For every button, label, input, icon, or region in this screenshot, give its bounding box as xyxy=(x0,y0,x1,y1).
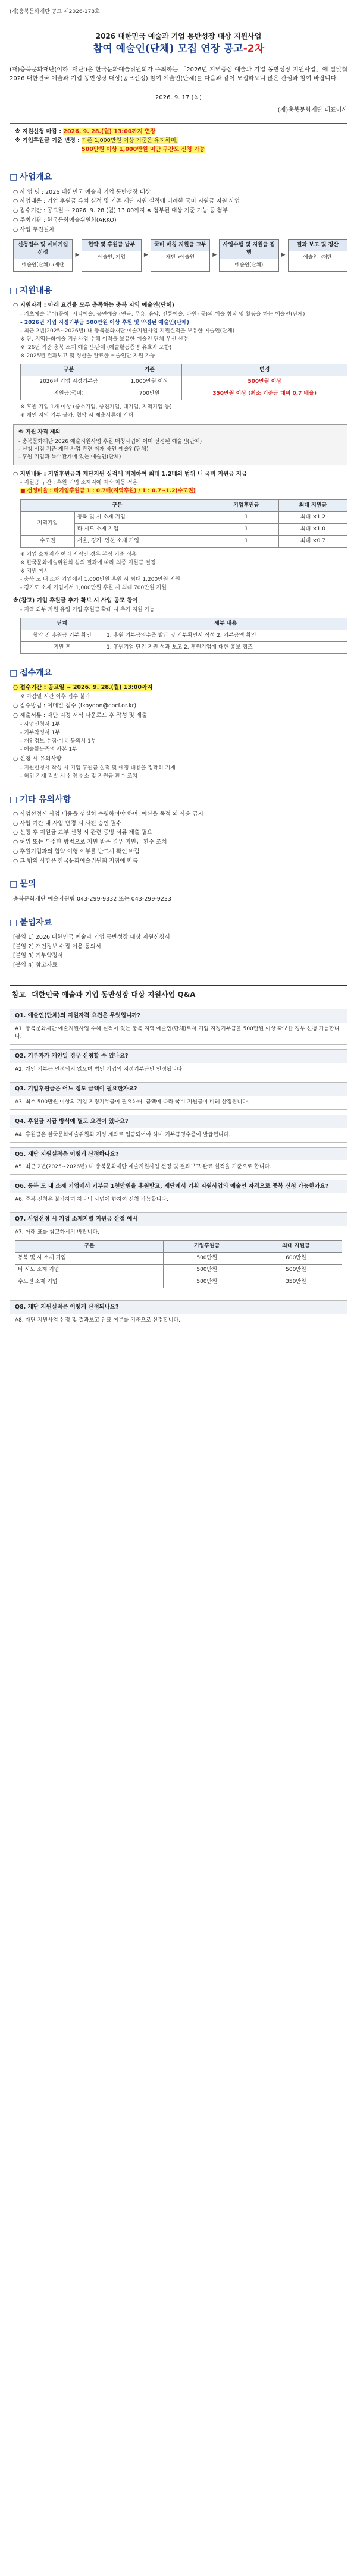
flow-step: 국비 매칭 지원금 교부 재단→예술인 xyxy=(151,239,210,272)
qa-answer: A7. 아래 표를 참고하시기 바랍니다. 구분 기업후원금 최대 지원금 동북 및 시 소재 기업 500만원 600만원 타 시도 소재 기업 500만원 500만원 수도권 소재 기업 500만원 350만원 xyxy=(10,1226,347,1295)
section-title-overview: □ 사업개요 xyxy=(10,172,52,183)
qa-answer: A1. 충북문화재단 예술지원사업 수혜 실적이 있는 충북 지역 예술인(단체)로서 기업 지정기부금을 500만원 이상 확보한 경우 신청 가능합니다. xyxy=(15,1026,340,1040)
attachment-link[interactable]: [붙임 2] 개인정보 수집·이용 동의서 xyxy=(13,943,101,950)
section-title-attachments: □ 붙임자료 xyxy=(10,917,52,927)
arrow-right-icon: ▶ xyxy=(143,251,148,258)
support-note: ※ 단, 지역문화예술 지원사업 수혜 이력을 보유한 예술인 단체 우선 선정 xyxy=(20,336,189,343)
attachment-link[interactable]: [붙임 3] 기부약정서 xyxy=(13,952,63,960)
arrow-right-icon: ▶ xyxy=(281,251,286,258)
exclusion-box xyxy=(13,424,347,465)
content-note: ※ 지원 예시 xyxy=(20,568,49,574)
qa-question: Q5. 재단 지원실적은 어떻게 산정하나요? xyxy=(10,1148,347,1161)
overview-item: ○ 사업내용 : 기업 후원금 유치 실적 및 기존 재단 지원 실적에 비례한 국비 지원금 지원 사업 xyxy=(13,198,240,205)
qa-answer: A6. 중복 신청은 불가하며 하나의 사업에 한하여 신청 가능합니다. xyxy=(15,1197,168,1203)
qa-item xyxy=(10,1212,347,1295)
qa-question: Q6. 동북 도 내 소재 기업에서 기부금 1천만원을 후원받고, 재단에서 기획 지원사업의 예술인 자격으로 중복 신청 가능한가요? xyxy=(10,1180,347,1193)
qa-item xyxy=(10,1009,347,1045)
qa-question: Q4. 후원금 지급 방식에 별도 요건이 있나요? xyxy=(10,1115,347,1128)
support-item: - 기초예술 분야(문학, 시각예술, 공연예술 (연극, 무용, 음악, 전통예술, 다원) 등)의 예술 창작 및 활동을 하는 예술인(단체) xyxy=(20,311,305,317)
table-row: 수도권 소재 기업 500만원 350만원 xyxy=(15,1276,342,1288)
process-flow xyxy=(13,239,347,272)
qa-item xyxy=(10,1115,347,1143)
exclusion-line: - 신청 시점 기준 재단 사업 관련 제재 중인 예술인(단체) xyxy=(18,446,149,452)
receipt-item: ○ 신청 시 유의사항 xyxy=(13,755,62,762)
step-table xyxy=(20,618,347,654)
flow-step: 결과 보고 및 정산 예술인→재단 xyxy=(288,239,347,272)
intro-paragraph: (재)충북문화재단(이하 '재단')은 한국문화예술위원회가 주최하는 「2026년 지역중심 예술과 기업 동반성장 지원사업」에 발맞춰 2026 대한민국 예술과 기업 동반성장 대상(공모선정) 참여 예술인(단체)를 다음과 같이 모집하오니 많은 관심과 참여 바랍니다. xyxy=(10,67,347,82)
support-item: - 2026년 기업 지정기부금 500만원 이상 후원 및 약정된 예술인(단체) xyxy=(20,320,189,326)
receipt-item: ○ 제출서류 : 재단 지정 서식 다운로드 후 작성 및 제출 xyxy=(13,712,148,719)
content-highlight: ■ 선정비율 : 타기업후원금 1 : 0.7배(지역후원) / 1 : 0.7~1.2(수도권) xyxy=(20,488,196,495)
title-block xyxy=(10,32,347,56)
qa-question: Q1. 예술인(단체)의 지원자격 요건은 무엇입니까? xyxy=(10,1009,347,1023)
region-table-wrap xyxy=(10,499,347,548)
support-note: ※ '26년 기준 충북 소재 예술인·단체 (예술활동증명 유효자 포함) xyxy=(20,345,172,351)
content-note: - 경기도 소재 기업에서 1,000만원 후원 시 최대 700만원 지원 xyxy=(20,584,167,591)
table-row: 지원금(국비) 700만원 350만원 이상 (최소 기준금 대비 0.7 배율) xyxy=(21,388,347,400)
table-row: 수도권 서울, 경기, 인천 소재 기업 1 최대 ×0.7 xyxy=(21,535,347,547)
exclusion-line: - 충북문화재단 2026 예술지원사업 후원 매칭사업에 이미 선정된 예술인(단체) xyxy=(18,438,202,445)
section-title-receipt: □ 접수개요 xyxy=(10,668,52,678)
content-note: - 충북 도 내 소재 기업에서 1,000만원 후원 시 최대 1,200만원 지원 xyxy=(20,576,180,583)
etc-item: ○ 허위 또는 부정한 방법으로 지원 받은 경우 지원금 환수 조치 xyxy=(13,839,167,846)
qa-heading: 대한민국 예술과 기업 동반성장 대상 지원사업 Q&A xyxy=(32,990,196,999)
extra-title: ※(참고) 기업 후원금 추가 확보 시 사업 공모 참여 xyxy=(13,597,138,604)
overview-item: ○ 주최기관 : 한국문화예술위원회(ARKO) xyxy=(13,216,117,224)
table-header-row: 단계 세부 내용 xyxy=(21,618,347,630)
criteria-line2: 500만원 이상 1,000만원 미만 구간도 신청 가능 xyxy=(82,146,205,153)
table-note: ※ 후원 기업 1개 이상 (중소기업, 중견기업, 대기업, 지역기업 등) xyxy=(20,404,172,411)
qa-question: Q8. 재단 지원실적은 어떻게 산정되나요? xyxy=(10,1301,347,1314)
content-item: - 지원금 구간 : 후원 기업 소재지에 따라 차등 적용 xyxy=(20,480,138,486)
overview-item: ○ 사업 추진절차 xyxy=(13,226,55,233)
title-suffix: -2차 xyxy=(243,43,264,55)
etc-item: ○ 후원기업과의 협약 이행 여부를 반드시 확인 바람 xyxy=(13,848,140,855)
qa-answer: A4. 후원금은 한국문화예술위원회 지정 계좌로 입금되어야 하며 기부금영수증이 발급됩니다. xyxy=(15,1131,231,1138)
table-header-row: 구분 기업후원금 최대 지원금 xyxy=(21,499,347,511)
table-header-row: 구분 기존 변경 xyxy=(21,364,347,376)
deadline-value: 2026. 9. 28.(월) 13:00까지 연장 xyxy=(63,128,156,136)
title-line2 xyxy=(10,42,347,56)
qa-item xyxy=(10,1082,347,1110)
overview-item: ○ 사 업 명 : 2026 대한민국 예술과 기업 동반성장 대상 xyxy=(13,188,151,196)
qa-answer: A2. 개인 기부는 인정되지 않으며 법인 기업의 지정기부금만 인정됩니다. xyxy=(15,1066,184,1072)
criteria-line: ※ 기업후원금 기준 변경 : 기존 1,000만원 이상 기준은 유지하며, xyxy=(15,137,178,144)
exclusion-title: ※ 지원 자격 제외 xyxy=(18,429,61,436)
support-item: - 최근 2년(2025~2026년) 내 충북문화재단 예술지원사업 지원실적을 보유한 예술인(단체) xyxy=(20,328,235,335)
deadline-line: ※ 지원신청 마감 : 2026. 9. 28.(월) 13:00까지 연장 xyxy=(15,128,156,136)
notice-date: 2026. 9. 17.(목) xyxy=(155,95,202,102)
content-note: ※ 기업 소재지가 여러 지역인 경우 본점 기준 적용 xyxy=(20,551,137,558)
extra-line: - 지역 외부 자원 유입 기업 후원금 확대 시 추가 지원 가능 xyxy=(20,606,155,613)
qa-answer: A3. 최소 500만원 이상의 기업 지정기부금이 필요하며, 금액에 따라 국비 지원금이 비례 산정됩니다. xyxy=(15,1099,249,1105)
table-header-row: 구분 기업후원금 최대 지원금 xyxy=(15,1241,342,1253)
qa-answer: A8. 재단 지원사업 선정 및 결과보고 완료 여부를 기준으로 산정합니다. xyxy=(15,1317,181,1323)
document-number: (재)충북문화재단 공고 제2026-178호 xyxy=(10,9,100,15)
table-row: 타 시도 소재 기업 500만원 500만원 xyxy=(15,1265,342,1276)
section-title-etc: □ 기타 유의사항 xyxy=(10,794,71,804)
overview-item: ○ 접수기간 : 공고일 ~ 2026. 9. 28.(월) 13:00까지 ※ 첨부된 대상 기준 가능 등 첨부 xyxy=(13,207,228,215)
etc-item: ○ 선정 후 지원금 교부 신청 시 관련 증빙 서류 제출 필요 xyxy=(13,829,153,836)
criteria-value: 기존 1,000만원 이상 기준은 유지하며, xyxy=(82,137,178,144)
support-note: ※ 2025년 결과보고 및 정산을 완료한 예술인만 지원 가능 xyxy=(20,353,156,360)
etc-item: ○ 그 밖의 사항은 한국문화예술위원회 지침에 따름 xyxy=(13,857,138,864)
flow-step: 사업수행 및 지원금 집행 예술인(단체) xyxy=(219,239,278,272)
attachment-link[interactable]: [붙임 4] 참고자료 xyxy=(13,962,58,969)
overview-list xyxy=(10,188,347,234)
table-row: 동북 및 시 소재 기업 500만원 600만원 xyxy=(15,1253,342,1265)
qa-answer: A5. 최근 2년(2025~2026년) 내 충북문화재단 예술지원사업 선정 및 결과보고 완료 실적을 기준으로 합니다. xyxy=(15,1164,272,1171)
table-note: ※ 개인 지역 기부 불가, 협약 시 제출서류에 기재 xyxy=(20,413,133,419)
arrow-right-icon: ▶ xyxy=(75,251,80,258)
qa-item xyxy=(10,1180,347,1207)
notice-organization: (재)충북문화재단 대표이사 xyxy=(277,106,347,114)
content-note: ※ 한국문화예술위원회 심의 결과에 따라 최종 지원금 결정 xyxy=(20,559,156,566)
etc-item: ○ 사업선정시 사업 내용을 성실히 수행하여야 하며, 예산을 목적 외 사용 금지 xyxy=(13,810,203,817)
flow-step: 협약 및 후원금 납부 예술인, 기업 xyxy=(82,239,141,272)
section-title-contact: □ 문의 xyxy=(10,879,36,889)
table-row: 2026년 기업 지정기부금 1,000만원 이상 500만원 이상 xyxy=(21,376,347,388)
section-title-support: □ 지원내용 xyxy=(10,285,52,295)
criteria-table xyxy=(20,364,347,400)
receipt-item: - 허위 기재 적발 시 선정 취소 및 지원금 환수 조치 xyxy=(20,773,138,779)
region-table xyxy=(20,499,347,548)
receipt-item: ○ 접수기간 : 공고일 ~ 2026. 9. 28.(월) 13:00까지 xyxy=(13,684,153,691)
title-line1: 2026 대한민국 예술과 기업 동반성장 대상 지원사업 xyxy=(95,32,262,41)
receipt-item: ※ 마감일 시간 이후 접수 불가 xyxy=(20,693,90,700)
exclusion-line: - 후원 기업과 특수관계에 있는 예술인(단체) xyxy=(18,454,121,460)
deadline-notice-box xyxy=(10,123,347,158)
step-table-wrap xyxy=(10,618,347,654)
qa-question: Q2. 기부자가 개인일 경우 신청할 수 있나요? xyxy=(10,1050,347,1063)
etc-item: ○ 사업 기간 내 사업 변경 시 사전 승인 필수 xyxy=(13,820,122,827)
criteria-table-wrap xyxy=(10,364,347,400)
qa-tag: 참고 xyxy=(12,990,26,999)
content-item: ○ 지원내용 : 기업후원금과 재단지원 실적에 비례하여 최대 1.2배의 범위 내 국비 지원금 지급 xyxy=(13,470,248,477)
table-row: 지역기업 동북 및 시 소재 기업 1 최대 ×1.2 xyxy=(21,511,347,523)
qa-item xyxy=(10,1300,347,1328)
flow-step: 신청접수 및 예비기업 선정 예술인(단체)→재단 xyxy=(13,239,73,272)
table-row: 협약 전 후원금 기부 확인 1. 후원 기부금영수증 발급 및 기부확인서 작성 2. 기부금액 확인 xyxy=(21,630,347,641)
table-row: 타 시도 소재 기업 1 최대 ×1.0 xyxy=(21,523,347,535)
receipt-item: ○ 접수방법 : 이메일 접수 (fkoyoon@cbcf.or.kr) xyxy=(13,703,137,710)
receipt-item: - 기부약정서 1부 xyxy=(20,729,60,736)
receipt-item: - 사업신청서 1부 xyxy=(20,721,60,728)
arrow-right-icon: ▶ xyxy=(212,251,217,258)
title-main: 참여 예술인(단체) 모집 연장 공고 xyxy=(92,43,243,55)
qa-item xyxy=(10,1147,347,1175)
receipt-item: - 예술활동증명 사본 1부 xyxy=(20,746,77,753)
qa-question: Q3. 기업후원금은 어느 정도 금액이 필요한가요? xyxy=(10,1083,347,1096)
qa-table xyxy=(15,1240,342,1288)
qa-item xyxy=(10,1049,347,1077)
support-item: ○ 지원자격 : 아래 요건을 모두 충족하는 충북 지역 예술인(단체) xyxy=(13,302,174,309)
qa-title xyxy=(10,985,347,1004)
receipt-item: - 개인정보 수집·이용 동의서 1부 xyxy=(20,738,96,744)
attachment-link[interactable]: [붙임 1] 2026 대한민국 예술과 기업 동반성장 대상 지원신청서 xyxy=(13,933,170,941)
receipt-item: - 지원신청서 작성 시 기업 후원금 실적 및 예정 내용을 정확히 기재 xyxy=(20,765,176,771)
qa-question: Q7. 사업선정 시 기업 소재지별 지원금 산정 예시 xyxy=(10,1213,347,1226)
contact-info: 충북문화재단 예술지원팀 043-299-9332 또는 043-299-9233 xyxy=(13,895,171,902)
table-row: 지원 후 1. 후원기업 단위 지원 성과 보고 2. 후원기업에 대한 홍보 협조 xyxy=(21,641,347,653)
